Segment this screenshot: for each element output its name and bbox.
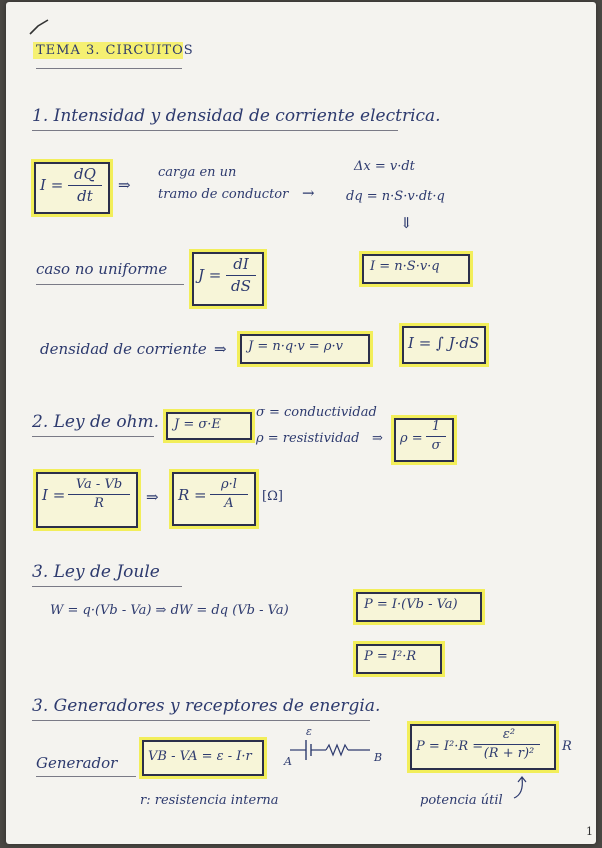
implies-arrow: ⇒ bbox=[118, 176, 131, 194]
page-number: 1 bbox=[586, 825, 593, 838]
current-formula-den: dt bbox=[77, 186, 93, 205]
right-arrow-icon: → bbox=[302, 184, 315, 202]
ohm-law-den: R bbox=[94, 496, 104, 512]
charge-text-line2: tramo de conductor bbox=[158, 187, 289, 202]
useful-power-num: ε² bbox=[502, 727, 516, 742]
resistance-num: ρ·l bbox=[221, 477, 237, 492]
generator-equation: VB - VA = ε - I·r bbox=[148, 749, 252, 764]
node-a-label: A bbox=[284, 755, 292, 768]
implies-arrow-2: ⇒ bbox=[214, 340, 227, 358]
section-4-underline bbox=[32, 720, 370, 721]
curved-arrow-icon bbox=[510, 776, 530, 802]
conductivity-def: σ = conductividad bbox=[256, 405, 377, 420]
emf-symbol: ε bbox=[306, 725, 312, 738]
resistance-unit: [Ω] bbox=[262, 489, 283, 504]
useful-power-lhs: P = I²·R = bbox=[416, 739, 484, 754]
dq-expression: dq = n·S·v·dt·q bbox=[346, 189, 445, 204]
non-uniform-label: caso no uniforme bbox=[36, 260, 168, 278]
density-derivative-lhs: J = bbox=[198, 266, 222, 284]
ohm-law-fraction bbox=[68, 478, 130, 512]
resistivity-lhs: ρ = bbox=[400, 431, 423, 446]
integral-equation: I = ∫ J·dS bbox=[408, 334, 480, 352]
section-1-heading: 1. Intensidad y densidad de corriente electrica. bbox=[32, 106, 441, 126]
work-equation: W = q·(Vb - Va) ⇒ dW = dq (Vb - Va) bbox=[50, 603, 289, 618]
internal-resistance-def: r: resistencia interna bbox=[140, 793, 279, 808]
section-3-heading: 3. Ley de Joule bbox=[32, 562, 160, 582]
density-derivative-num: dI bbox=[233, 255, 249, 273]
section-2-underline bbox=[32, 436, 154, 437]
useful-power-den: (R + r)² bbox=[483, 746, 535, 762]
page-title: TEMA 3. CIRCUITOS bbox=[36, 43, 194, 58]
current-formula-num: dQ bbox=[74, 165, 96, 183]
power-1-equation: P = I·(Vb - Va) bbox=[364, 597, 458, 612]
density-derivative-fraction bbox=[226, 256, 256, 294]
check-mark-icon bbox=[28, 18, 52, 38]
title-underline bbox=[36, 68, 182, 69]
section-2-heading: 2. Ley de ohm. bbox=[32, 412, 160, 432]
current-formula-fraction bbox=[68, 166, 102, 204]
resistivity-num: 1 bbox=[431, 419, 441, 434]
useful-power-label: potencia útil bbox=[420, 793, 503, 808]
node-b-label: B bbox=[374, 751, 383, 764]
section-1-underline bbox=[32, 130, 398, 131]
resistivity-den: σ bbox=[431, 438, 441, 454]
power-2-equation: P = I²·R bbox=[364, 649, 417, 664]
generator-underline bbox=[36, 776, 136, 777]
current-formula-lhs: I = bbox=[40, 176, 64, 194]
implies-arrow-4: ⇒ bbox=[146, 488, 159, 506]
charge-text-line1: carga en un bbox=[158, 165, 237, 180]
resistivity-fraction bbox=[426, 420, 446, 454]
useful-power-r: R bbox=[562, 739, 572, 754]
density-label: densidad de corriente bbox=[40, 340, 207, 358]
down-arrow-icon: ⇓ bbox=[400, 214, 413, 232]
ohm-local-equation: J = σ·E bbox=[174, 417, 221, 432]
implies-arrow-3: ⇒ bbox=[372, 431, 383, 446]
section-3-underline bbox=[32, 586, 182, 587]
ohm-law-num: Va - Vb bbox=[75, 477, 123, 492]
section-4-heading: 3. Generadores y receptores de energia. bbox=[32, 696, 381, 716]
resistance-fraction bbox=[210, 478, 248, 512]
resistance-lhs: R = bbox=[178, 486, 207, 504]
non-uniform-underline bbox=[36, 284, 184, 285]
current-result: I = n·S·v·q bbox=[370, 259, 440, 274]
generator-label: Generador bbox=[36, 754, 118, 772]
resistivity-def: ρ = resistividad bbox=[256, 431, 360, 446]
useful-power-fraction bbox=[478, 728, 540, 762]
density-derivative-den: dS bbox=[231, 276, 251, 295]
resistance-den: A bbox=[224, 496, 234, 512]
dx-expression: Δx = v·dt bbox=[354, 159, 415, 174]
density-equation: J = n·q·v = ρ·v bbox=[248, 339, 343, 354]
ohm-law-lhs: I = bbox=[42, 486, 66, 504]
circuit-schematic bbox=[284, 730, 384, 770]
